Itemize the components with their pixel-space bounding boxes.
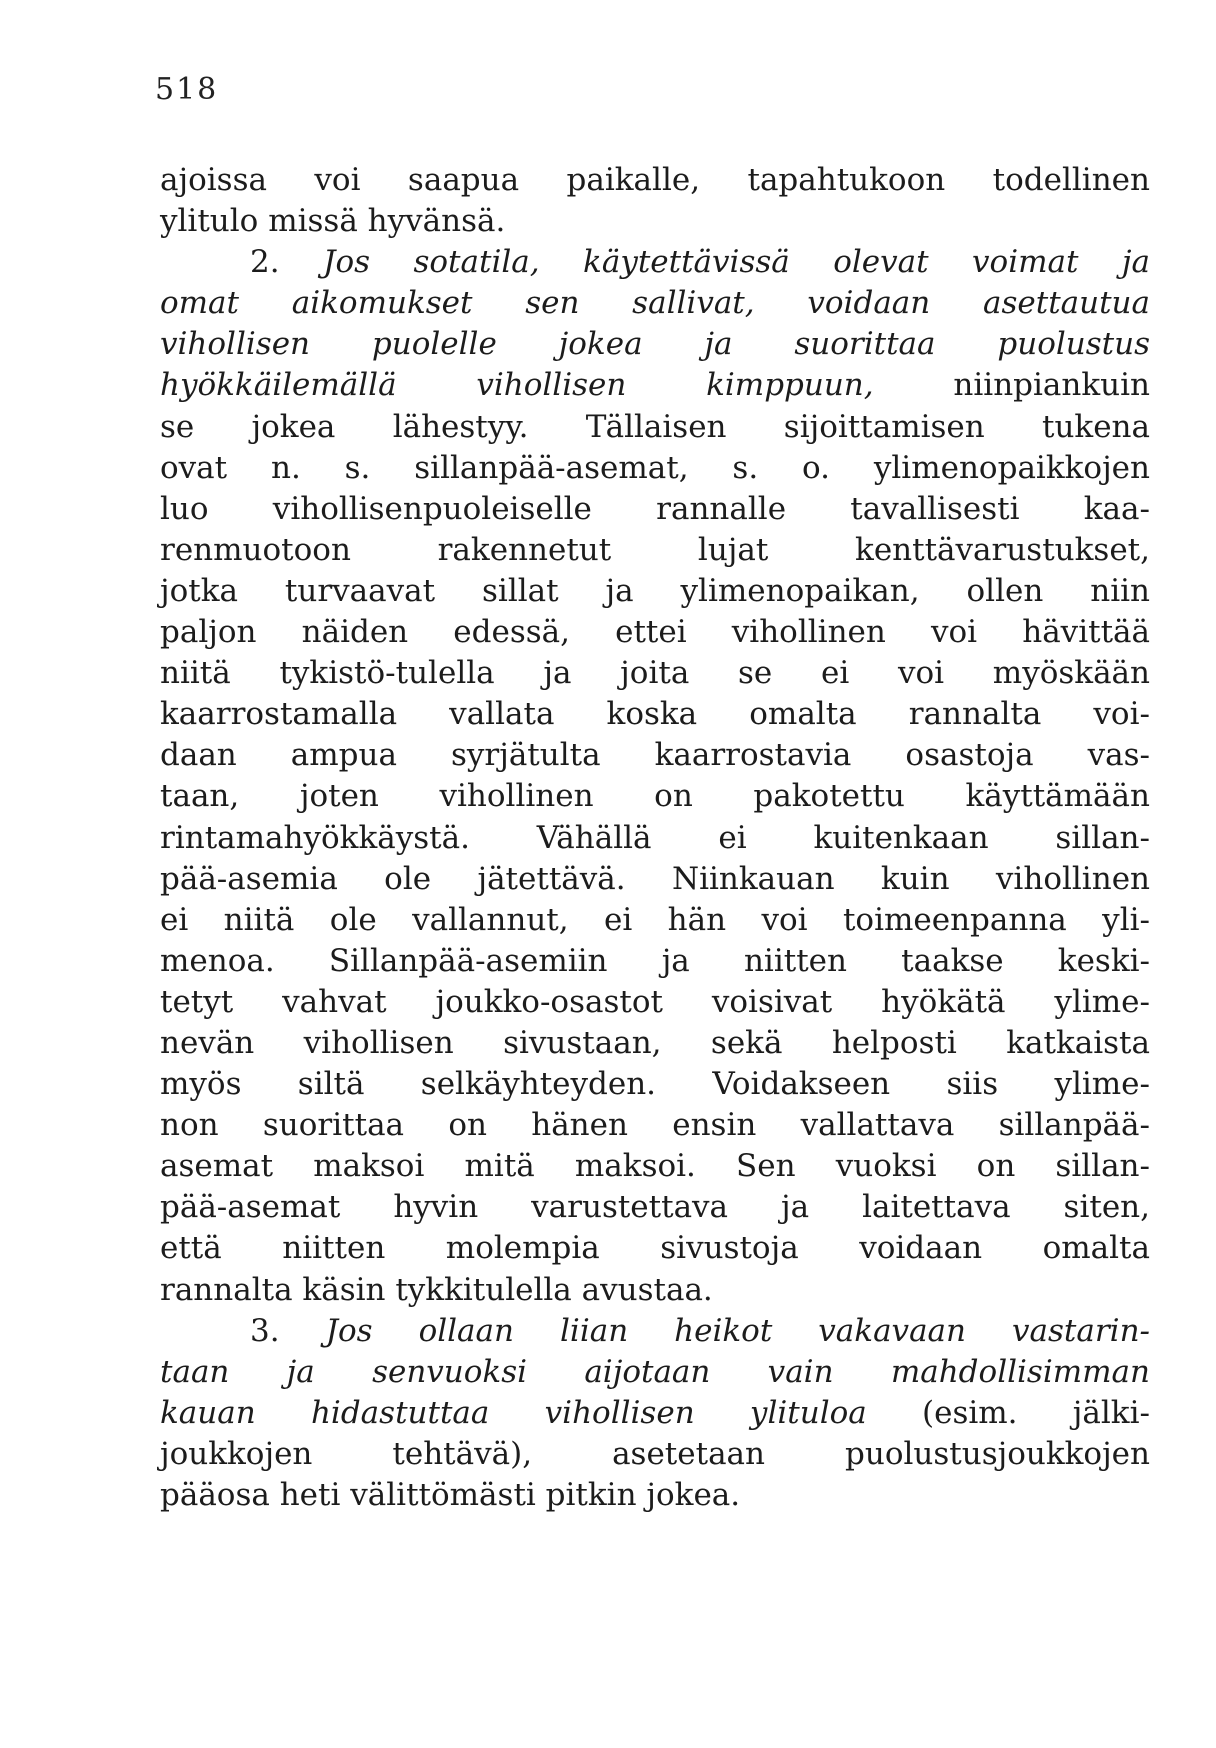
text-line: menoa. Sillanpää-asemiin ja niitten taakse keski- [160, 942, 1150, 979]
text-line: että niitten molempia sivustoja voidaan omalta [160, 1230, 1150, 1267]
text-line: myös siltä selkäyhteyden. Voidakseen siis ylime- [160, 1066, 1150, 1103]
text-line: taan ja senvuoksi aijotaan vain mahdollisimman [160, 1353, 1150, 1390]
paragraph-2-start: 2. Jos sotatila, käytettävissä olevat voimat ja [250, 244, 1150, 281]
text-line: omat aikomukset sen sallivat, voidaan asettautua [160, 285, 1150, 322]
text-line: ylitulo missä hyvänsä. [160, 203, 506, 240]
text-line: kaarrostamalla vallata koska omalta rannalta voi- [160, 696, 1150, 733]
text-line: taan, joten vihollinen on pakotettu käyttämään [160, 778, 1150, 815]
text-line: nevän vihollisen sivustaan, sekä helposti katkaista [160, 1024, 1150, 1061]
text-line: kauan hidastuttaa vihollisen ylituloa (esim. jälki- [160, 1394, 1150, 1431]
text-line: rintamahyökkäystä. Vähällä ei kuitenkaan sillan- [160, 819, 1150, 856]
page-number: 518 [155, 72, 219, 107]
text-line: renmuotoon rakennetut lujat kenttävarustukset, [160, 531, 1150, 568]
body-text [160, 160, 1150, 1516]
text-line: joukkojen tehtävä), asetetaan puolustusjoukkojen [160, 1435, 1150, 1472]
text-line: pää-asemia ole jätettävä. Niinkauan kuin vihollinen [160, 860, 1150, 897]
paragraph-3-start: 3. Jos ollaan liian heikot vakavaan vastarin- [250, 1312, 1151, 1349]
text-line: ovat n. s. sillanpää-asemat, s. o. ylimenopaikkojen [160, 449, 1150, 486]
text-line: ajoissa voi saapua paikalle, tapahtukoon todellinen [160, 162, 1150, 198]
text-line: rannalta käsin tykkitulella avustaa. [160, 1271, 713, 1308]
text-line: niitä tykistö-tulella ja joita se ei voi myöskään [160, 655, 1150, 692]
text-line: vihollisen puolelle jokea ja suorittaa puolustus [160, 326, 1150, 363]
text-line: pää-asemat hyvin varustettava ja laitettava siten, [160, 1189, 1150, 1226]
text-line: daan ampua syrjätulta kaarrostavia osastoja vas- [160, 737, 1150, 774]
text-line: paljon näiden edessä, ettei vihollinen voi hävittää [160, 614, 1150, 651]
text-line: non suorittaa on hänen ensin vallattava sillanpää- [160, 1107, 1150, 1144]
text-line: hyökkäilemällä vihollisen kimppuun, niinpiankuin [160, 367, 1150, 404]
text-line: pääosa heti välittömästi pitkin jokea. [160, 1477, 741, 1513]
text-line: jotka turvaavat sillat ja ylimenopaikan, ollen niin [160, 572, 1150, 609]
text-line: ei niitä ole vallannut, ei hän voi toimeenpanna yli- [160, 901, 1150, 938]
text-line: luo vihollisenpuoleiselle rannalle tavallisesti kaa- [160, 490, 1150, 527]
text-line: se jokea lähestyy. Tällaisen sijoittamisen tukena [160, 408, 1150, 445]
text-line: asemat maksoi mitä maksoi. Sen vuoksi on sillan- [160, 1148, 1150, 1185]
text-line: tetyt vahvat joukko-osastot voisivat hyökätä ylime- [160, 983, 1150, 1020]
